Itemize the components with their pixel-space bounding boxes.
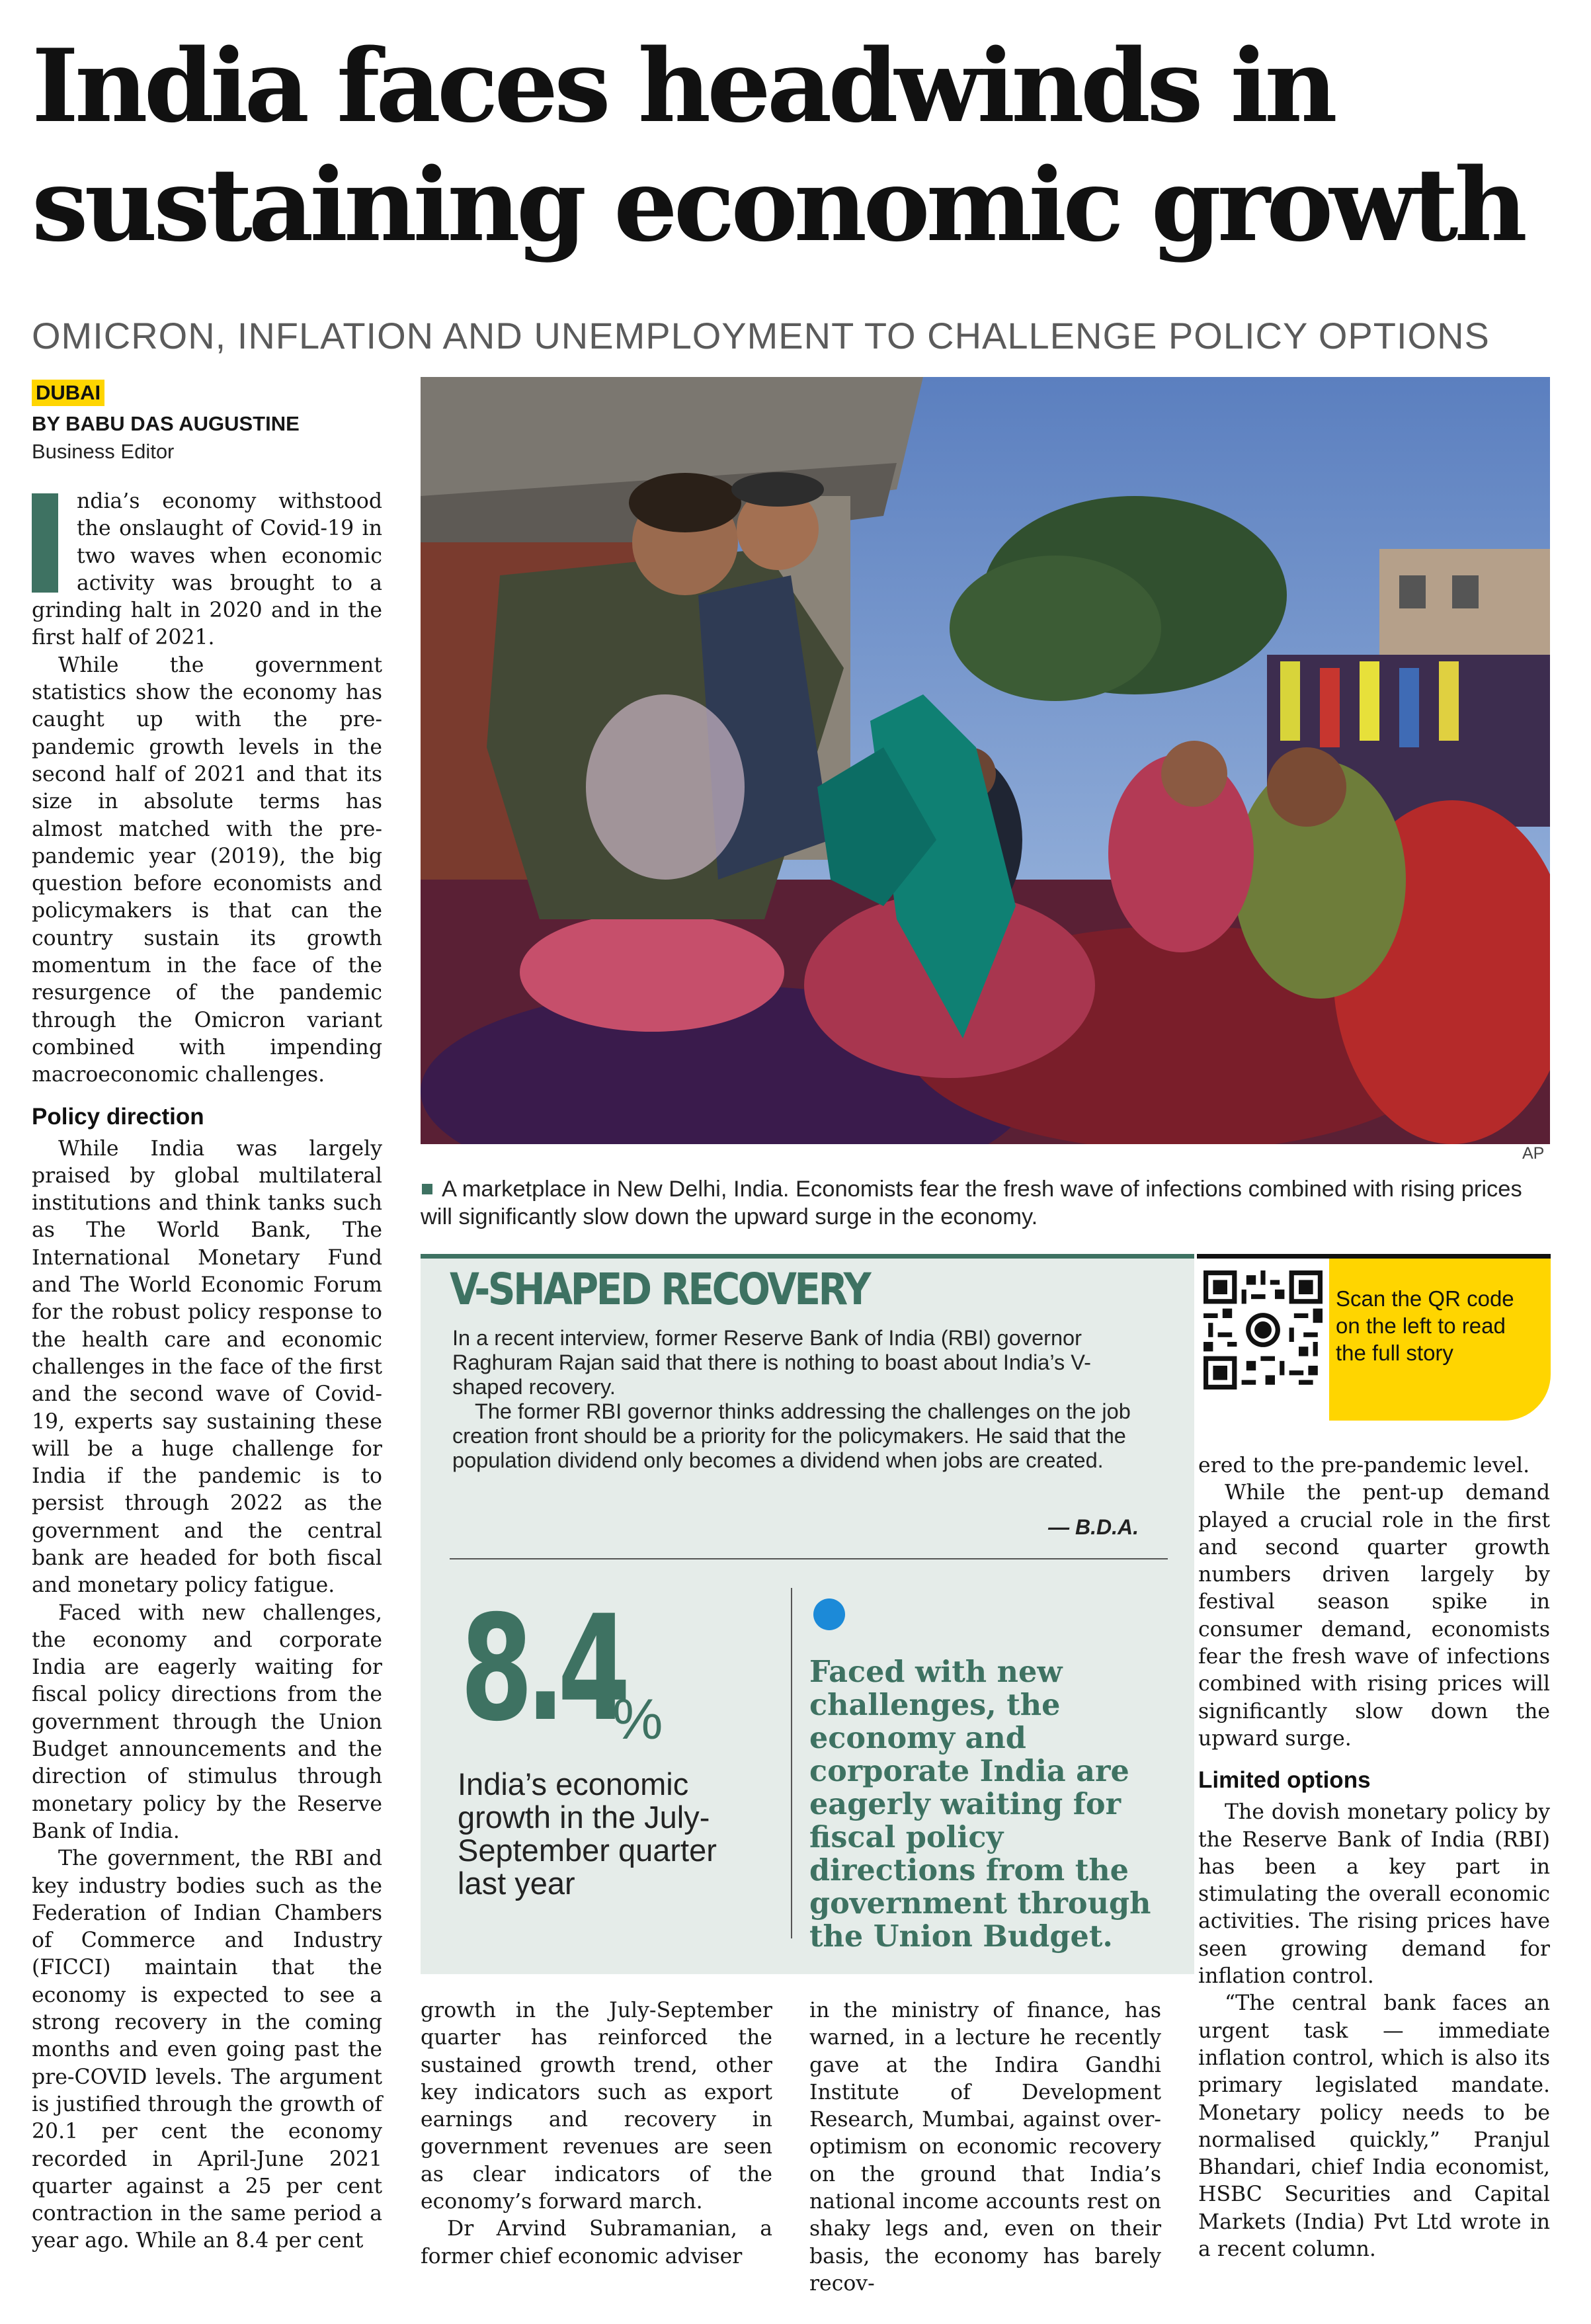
article-column-1 [32, 488, 382, 2255]
sidebar-text [452, 1326, 1160, 1473]
divider [450, 1558, 1168, 1559]
paragraph: Faced with new challenges, the economy and corporate India are eagerly waiting for fiscal policy directions from the government through the Union Budget announcements and the direction of stimulus through monetary policy by the Reserve Bank of India. [32, 1600, 382, 1843]
stat-label: India’s economic growth in the July-September quarter last year [458, 1766, 717, 1901]
vertical-divider [791, 1588, 792, 1938]
quote-dot-icon [813, 1598, 845, 1630]
paragraph: in the ministry of finance, has warned, in a lecture he recently gave at the Indira Gandhi Institute of Development Research, Mumbai, against over-optimism on economic recovery on the ground that India’s national income accounts rest on shaky legs and, even on their basis, the economy has barely recov- [809, 1999, 1161, 2296]
paragraph: “The central bank faces an urgent task — immediate inflation control, which is also its primary legislated mandate. Monetary policy needs to be normalised quickly,” Pranjul Bhandari, chief India economist, HSBC Securities and Capital Markets (India) Pvt Ltd wrote in a recent column. [1198, 1991, 1550, 2262]
pull-quote: Faced with new challenges, the economy and corporate India are eagerly waiting for fiscal policy directions from the government through the Union Budget. [809, 1655, 1151, 1954]
dateline: DUBAI [32, 380, 104, 406]
paragraph: While the government statistics show the economy has caught up with the pre-pandemic growth levels in the second half of 2021 and that its size in absolute terms has almost matched with the pre-pandemic year (2019), the big question before economists and policymakers is that can the country sustain its growth momentum in the face of the resurgence of the pandemic through the Omicron variant combined with impending macroeconomic challenges. [32, 653, 382, 1087]
byline: BY BABU DAS AUGUSTINE [32, 412, 300, 435]
paragraph: While the pent-up demand played a crucial role in the first and second quarter growth numbers driven largely by festival season spike in consumer demand, economists fear the fresh wave of infections combined with rising prices will significantly slow down the upward surge. [1198, 1481, 1550, 1751]
qr-code-icon[interactable] [1203, 1270, 1323, 1390]
sidebar-signoff: — B.D.A. [1048, 1515, 1139, 1539]
caption-marker [422, 1184, 432, 1194]
article-column-4 [1198, 1452, 1550, 2263]
photo-credit: AP [1522, 1144, 1545, 1163]
article-column-2 [421, 1997, 772, 2270]
qr-instruction: Scan the QR code on the left to read the full story [1336, 1286, 1514, 1365]
photo-caption: A marketplace in New Delhi, India. Economists fear the fresh wave of infections combined with rising prices will significantly slow down the upward surge in the economy. [421, 1177, 1522, 1229]
qr-code-box [1197, 1254, 1551, 1421]
drop-cap: I [32, 493, 58, 593]
headline: India faces headwinds in sustaining economic growth [32, 26, 1524, 264]
sidebar-title: V-SHAPED RECOVERY [450, 1264, 870, 1315]
sidebar-paragraph: The former RBI governor thinks addressing the challenges on the job creation front should be a priority for the policymakers. He said that the population dividend only becomes a dividend when jobs are created. [452, 1399, 1131, 1472]
paragraph: The dovish monetary policy by the Reserve Bank of India (RBI) has been a key part in stimulating the overall economic activities. The rising prices have seen growing demand for inflation control. [1198, 1800, 1550, 1989]
paragraph: The government, the RBI and key industry bodies such as the Federation of Indian Chambers of Commerce and Industry (FICCI) maintain that the economy is expected to see a strong recovery in the coming months and even going past the pre-COVID levels. The argument is justified through the growth of 20.1 per cent the economy recorded in April-June 2021 quarter against a 25 per cent contraction in the same period a year ago. While an 8.4 per cent [32, 1847, 382, 2253]
subheadline: OMICRON, INFLATION AND UNEMPLOYMENT TO CHALLENGE POLICY OPTIONS [32, 315, 1490, 356]
sidebar-paragraph: In a recent interview, former Reserve Bank of India (RBI) governor Raghuram Rajan said that there is nothing to boast about India’s V-shaped recovery. [452, 1326, 1091, 1399]
qr-code-panel [1197, 1259, 1329, 1421]
lead-paragraph: I ndia’s economy withstood the onslaught of Covid-19 in two waves when economic activity was brought to a grinding halt in 2020 and in the first half of 2021. [32, 489, 382, 650]
paragraph: ered to the pre-pandemic level. [1198, 1454, 1530, 1477]
subheading-limited-options: Limited options [1198, 1767, 1371, 1794]
paragraph: While India was largely praised by global multilateral institutions and think tanks such as The World Bank, The International Monetary Fund and The World Economic Forum for the robust policy response to the health care and economic challenges in the face of the first and the second wave of Covid-19, experts say sustaining these will be a huge challenge for India if the pandemic is to persist through 2022 as the government and the central bank are headed for both fiscal and monetary policy fatigue. [32, 1136, 382, 1598]
market-photo [421, 377, 1550, 1144]
article-column-3 [809, 1997, 1161, 2298]
paragraph: growth in the July-September quarter has reinforced the sustained growth trend, other key indicators such as export earnings and recovery in government revenues are seen as clear indicators of the economy’s forward march. [421, 1999, 772, 2214]
market-photo-image [421, 377, 1550, 1144]
subheading-policy-direction: Policy direction [32, 1103, 204, 1130]
paragraph: Dr Arvind Subramanian, a former chief economic adviser [421, 2217, 772, 2268]
v-shaped-recovery-box [421, 1254, 1194, 1974]
stat-unit: % [612, 1688, 663, 1751]
byline-role: Business Editor [32, 440, 175, 463]
stat-value: 8.4 [460, 1584, 624, 1753]
